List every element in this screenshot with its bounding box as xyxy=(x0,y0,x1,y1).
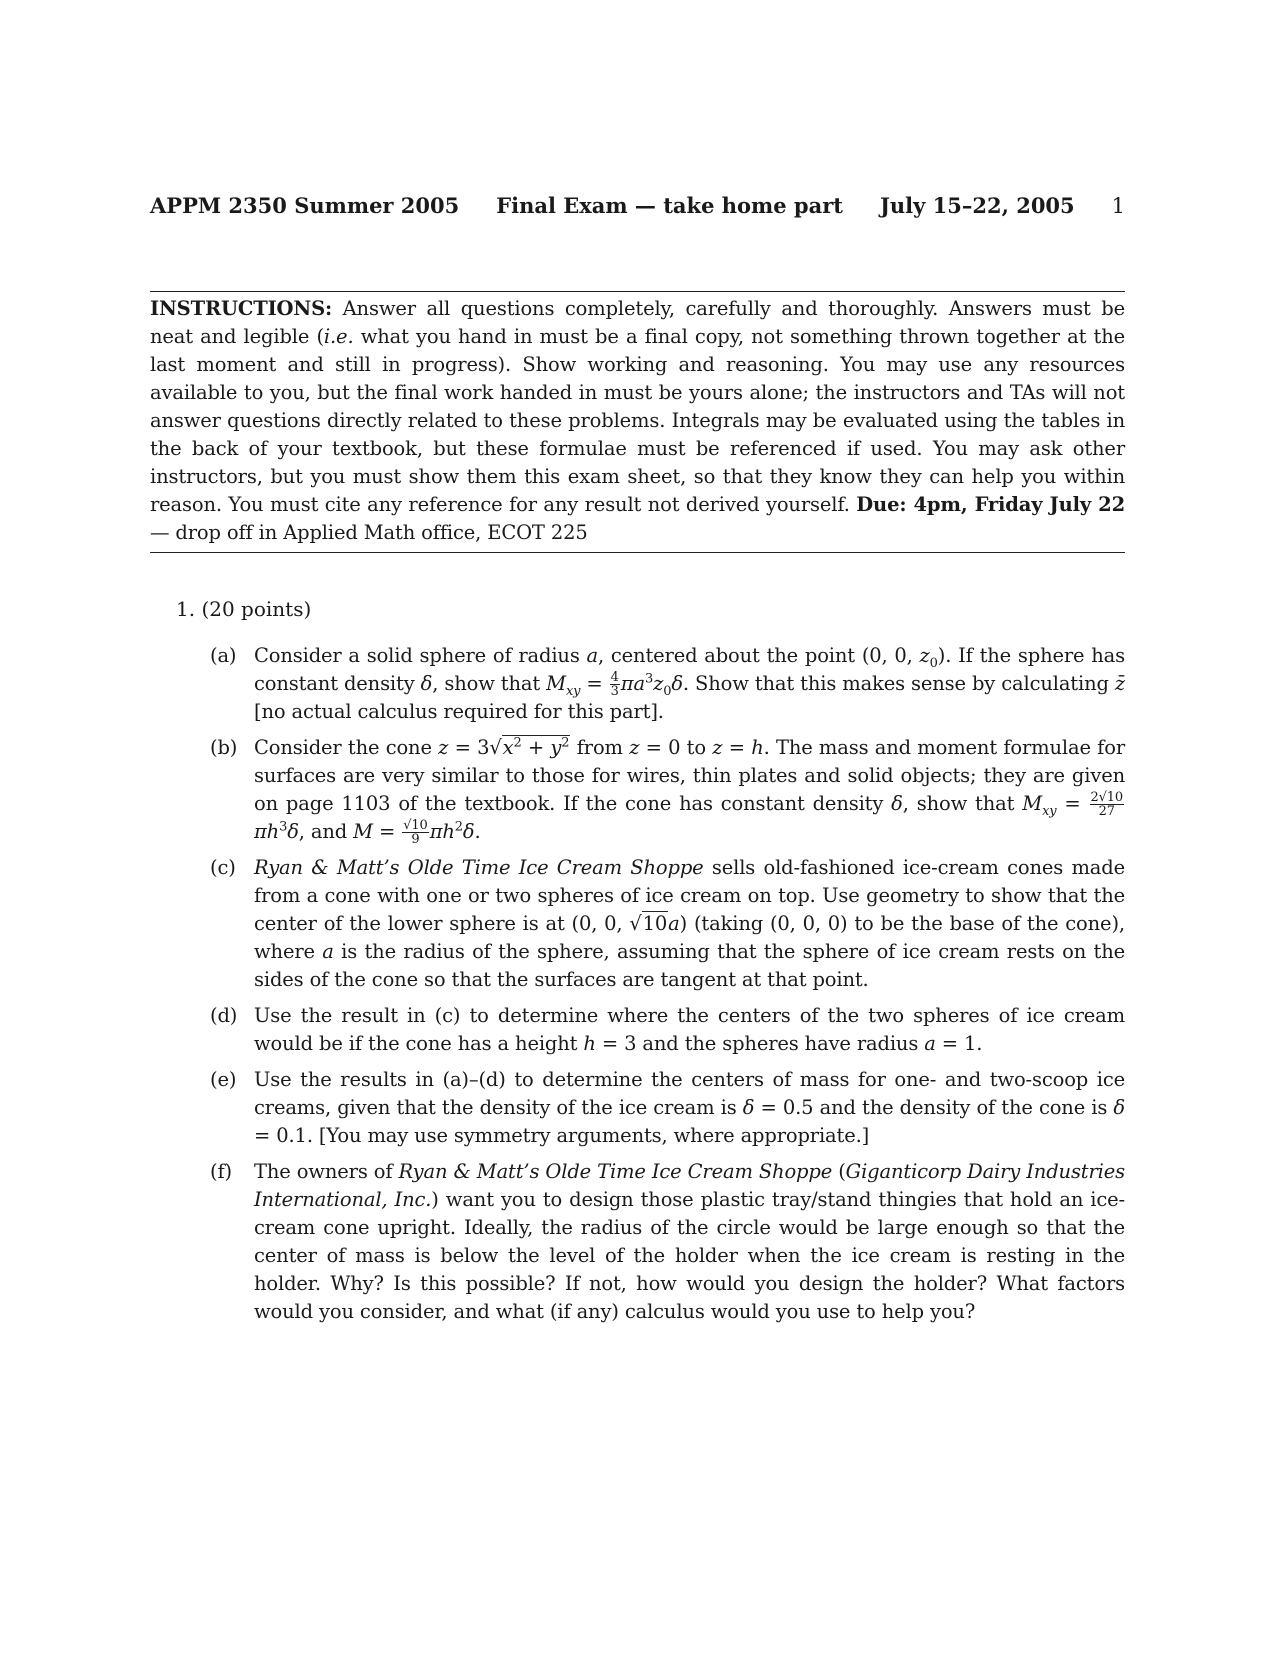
instructions-label: INSTRUCTIONS: xyxy=(150,297,333,320)
exam-dates: July 15–22, 2005 xyxy=(879,193,1075,218)
due-date: Due: 4pm, Friday July 22 xyxy=(856,493,1126,516)
exam-title: Final Exam — take home part xyxy=(496,193,843,218)
part-text: Consider the cone $z = 3√x^2 + y^2$ from z = 0 to z = h. The mass and moment formulae for surfaces are very similar to those for wires, thin plates and solid objects; they are given on page 1103 of the textbook. If the cone has constant density δ, show that $M_{xy}$ = $\frac{2√10}{27}$ $\pi h^3\delta$, and M = $\frac{√10}{9}$ $\pi h^2\delta$. xyxy=(254,735,1125,847)
instructions-box xyxy=(150,291,1125,553)
part-label: (a) xyxy=(210,644,237,667)
course-title: APPM 2350 Summer 2005 xyxy=(150,193,460,218)
instructions-ie: i.e. xyxy=(323,325,354,348)
question-1-label: 1. (20 points) xyxy=(176,597,312,621)
part-text: Consider a solid sphere of radius a, centered about the point (0, 0, $z_0$). If the sphere has constant density δ, show that $M_{xy}$ = $\frac{4}{3}$ $\pi a^3z_0\delta$. Show that this makes sense by calculating z̄ [no actual calculus required for this part]. xyxy=(254,644,1126,723)
part-d xyxy=(210,1002,1125,1058)
part-a xyxy=(210,642,1125,726)
part-c xyxy=(210,854,1125,994)
shop-name: Ryan & Matt’s Olde Time Ice Cream Shoppe xyxy=(398,1160,833,1183)
part-label: (d) xyxy=(210,1004,238,1027)
corporation-name: Giganticorp Dairy Industries International, Inc. xyxy=(254,1160,1125,1211)
question-1-parts xyxy=(210,642,1125,1334)
shop-name: Ryan & Matt’s Olde Time Ice Cream Shoppe xyxy=(254,856,704,879)
part-b xyxy=(210,734,1125,846)
page-number: 1 xyxy=(1111,194,1125,218)
part-label: (c) xyxy=(210,856,236,879)
part-label: (b) xyxy=(210,736,238,759)
part-text: Use the result in (c) to determine where the centers of the two spheres of ice cream would be if the cone has a height h = 3 and the spheres have radius a = 1. xyxy=(254,1004,1125,1055)
part-label: (e) xyxy=(210,1068,237,1091)
instructions-text-1: Answer all questions completely, carefully and thoroughly. Answers must be neat and legible ( xyxy=(150,297,1125,348)
part-e xyxy=(210,1066,1125,1150)
drop-off-location: — drop off in Applied Math office, ECOT 225 xyxy=(150,521,588,544)
instructions-text-2: what you hand in must be a final copy, not something thrown together at the last moment and still in progress). Show working and reasoning. You may use any resources available to you, but the final work handed in must be yours alone; the instructors and TAs will not answer questions directly related to these problems. Integrals may be evaluated using the tables in the back of your textbook, but these formulae must be referenced if used. You may ask other instructors, but you must show them this exam sheet, so that they know they can help you within reason. You must cite any reference for any result not derived yourself. xyxy=(150,325,1125,516)
part-f xyxy=(210,1158,1125,1326)
part-text: Use the results in (a)–(d) to determine the centers of mass for one- and two-scoop ice creams, given that the density of the ice cream is δ = 0.5 and the density of the cone is δ = 0.1. [You may use symmetry arguments, where appropriate.] xyxy=(254,1068,1125,1147)
part-label: (f) xyxy=(210,1160,232,1183)
page-header xyxy=(150,193,1125,218)
part-text: Ryan & Matt’s Olde Time Ice Cream Shoppe sells old-fashioned ice-cream cones made from a cone with one or two spheres of ice cream on top. Use geometry to show that the center of the lower sphere is at (0, 0, √10a) (taking (0, 0, 0) to be the base of the cone), where a is the radius of the sphere, assuming that the sphere of ice cream rests on the sides of the cone so that the surfaces are tangent at that point. xyxy=(254,856,1126,991)
part-text: The owners of Ryan & Matt’s Olde Time Ice Cream Shoppe (Giganticorp Dairy Industries International, Inc.) want you to design those plastic tray/stand thingies that hold an ice-cream cone upright. Ideally, the radius of the circle would be large enough so that the center of mass is below the level of the holder when the ice cream is resting in the holder. Why? Is this possible? If not, how would you design the holder? What factors would you consider, and what (if any) calculus would you use to help you? xyxy=(254,1160,1125,1323)
